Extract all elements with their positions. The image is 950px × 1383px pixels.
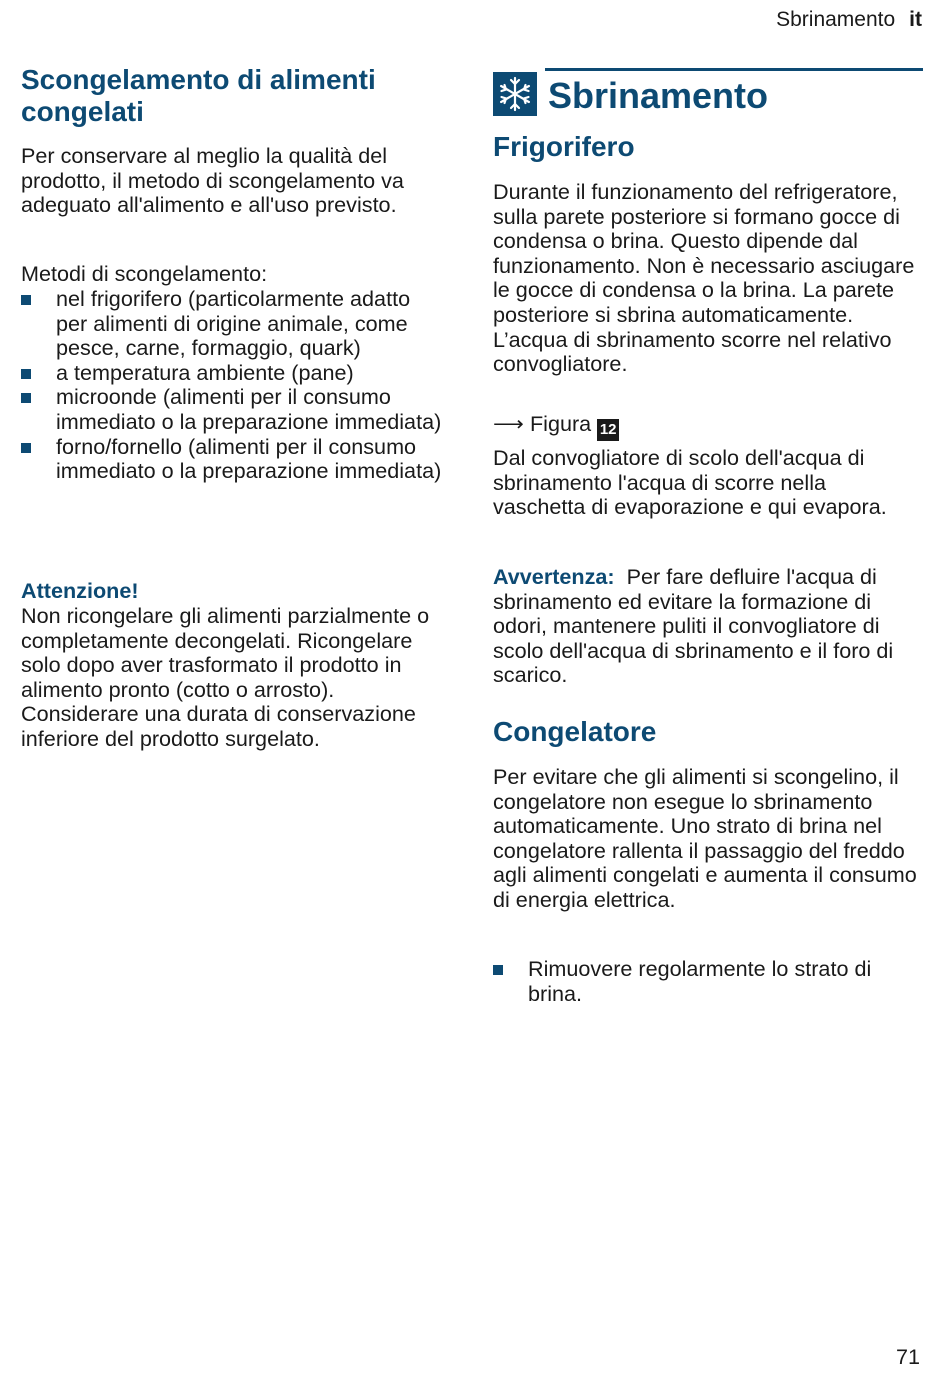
attention-label: Attenzione!: [21, 578, 139, 603]
bullet-icon: [21, 443, 31, 453]
bullet-icon: [21, 369, 31, 379]
fridge-text: Durante il funzionamento del refrigeratore, sulla parete posteriore si formano gocce di condensa o brina. Questo dipende dal funzionamento. Non è necessario asciugare le gocce di condensa o la brina. La parete posteriore si sbrina automaticamente. L’acqua di sbrinamento scorre nel relativo convogliatore.: [493, 179, 915, 377]
methods-list: [21, 287, 446, 484]
title-rule: [545, 68, 923, 71]
bullet-icon: [21, 295, 31, 305]
note-paragraph: [493, 565, 923, 688]
arrow-icon: ⟶: [493, 411, 524, 436]
freezer-heading: Congelatore: [493, 716, 657, 747]
page-number: 71: [895, 1344, 920, 1369]
header-language: it: [909, 8, 922, 31]
list-item: nel frigorifero (particolarmente adatto per alimenti di origine animale, come pesce, carne, formaggio, quark): [21, 287, 446, 361]
snowflake-icon: [493, 72, 537, 116]
note-label: Avvertenza:: [493, 564, 615, 589]
attention-text: Non ricongelare gli alimenti parzialmente o completamente decongelati. Ricongelare solo dopo aver trasformato il prodotto in alimento pronto (cotto o arrosto). Considerare una durata di conservazione inferiore del prodotto surgelato.: [21, 603, 430, 751]
drain-text: Dal convogliatore di scolo dell'acqua di sbrinamento l'acqua di scorre nella vaschetta di evaporazione e qui evapora.: [493, 445, 887, 520]
thawing-intro: Per conservare al meglio la qualità del prodotto, il metodo di scongelamento va adeguato all'alimento e all'uso previsto.: [21, 143, 404, 218]
figure-number: 12: [597, 419, 619, 441]
thawing-heading: Scongelamento di alimenti congelati: [21, 64, 376, 127]
figure-reference: [493, 412, 923, 441]
note-text: Per fare defluire l'acqua di sbrinamento ed evitare la formazione di odori, mantenere puliti il convogliatore di scolo dell'acqua di sbrinamento e il foro di scarico.: [493, 564, 894, 688]
freezer-text: Per evitare che gli alimenti si scongelino, il congelatore non esegue lo sbrinamento automaticamente. Uno strato di brina nel congelatore rallenta il passaggio del freddo agli alimenti congelati e aumenta il consumo di energia elettrica.: [493, 764, 917, 912]
list-item: a temperatura ambiente (pane): [21, 361, 446, 386]
freezer-list: [493, 957, 923, 1006]
page-title: Sbrinamento: [548, 75, 769, 116]
figure-label: Figura: [529, 411, 592, 436]
methods-label: Metodi di scongelamento:: [21, 261, 268, 286]
list-item: microonde (alimenti per il consumo immediato o la preparazione immediata): [21, 385, 446, 434]
list-item: forno/fornello (alimenti per il consumo immediato o la preparazione immediata): [21, 435, 446, 484]
fridge-heading: Frigorifero: [493, 131, 635, 162]
bullet-icon: [21, 393, 31, 403]
section-title: [493, 68, 923, 118]
list-item: Rimuovere regolarmente lo strato di brina.: [493, 957, 923, 1006]
header-section: Sbrinamento: [776, 8, 896, 31]
running-header: [776, 8, 922, 32]
bullet-icon: [493, 965, 503, 975]
